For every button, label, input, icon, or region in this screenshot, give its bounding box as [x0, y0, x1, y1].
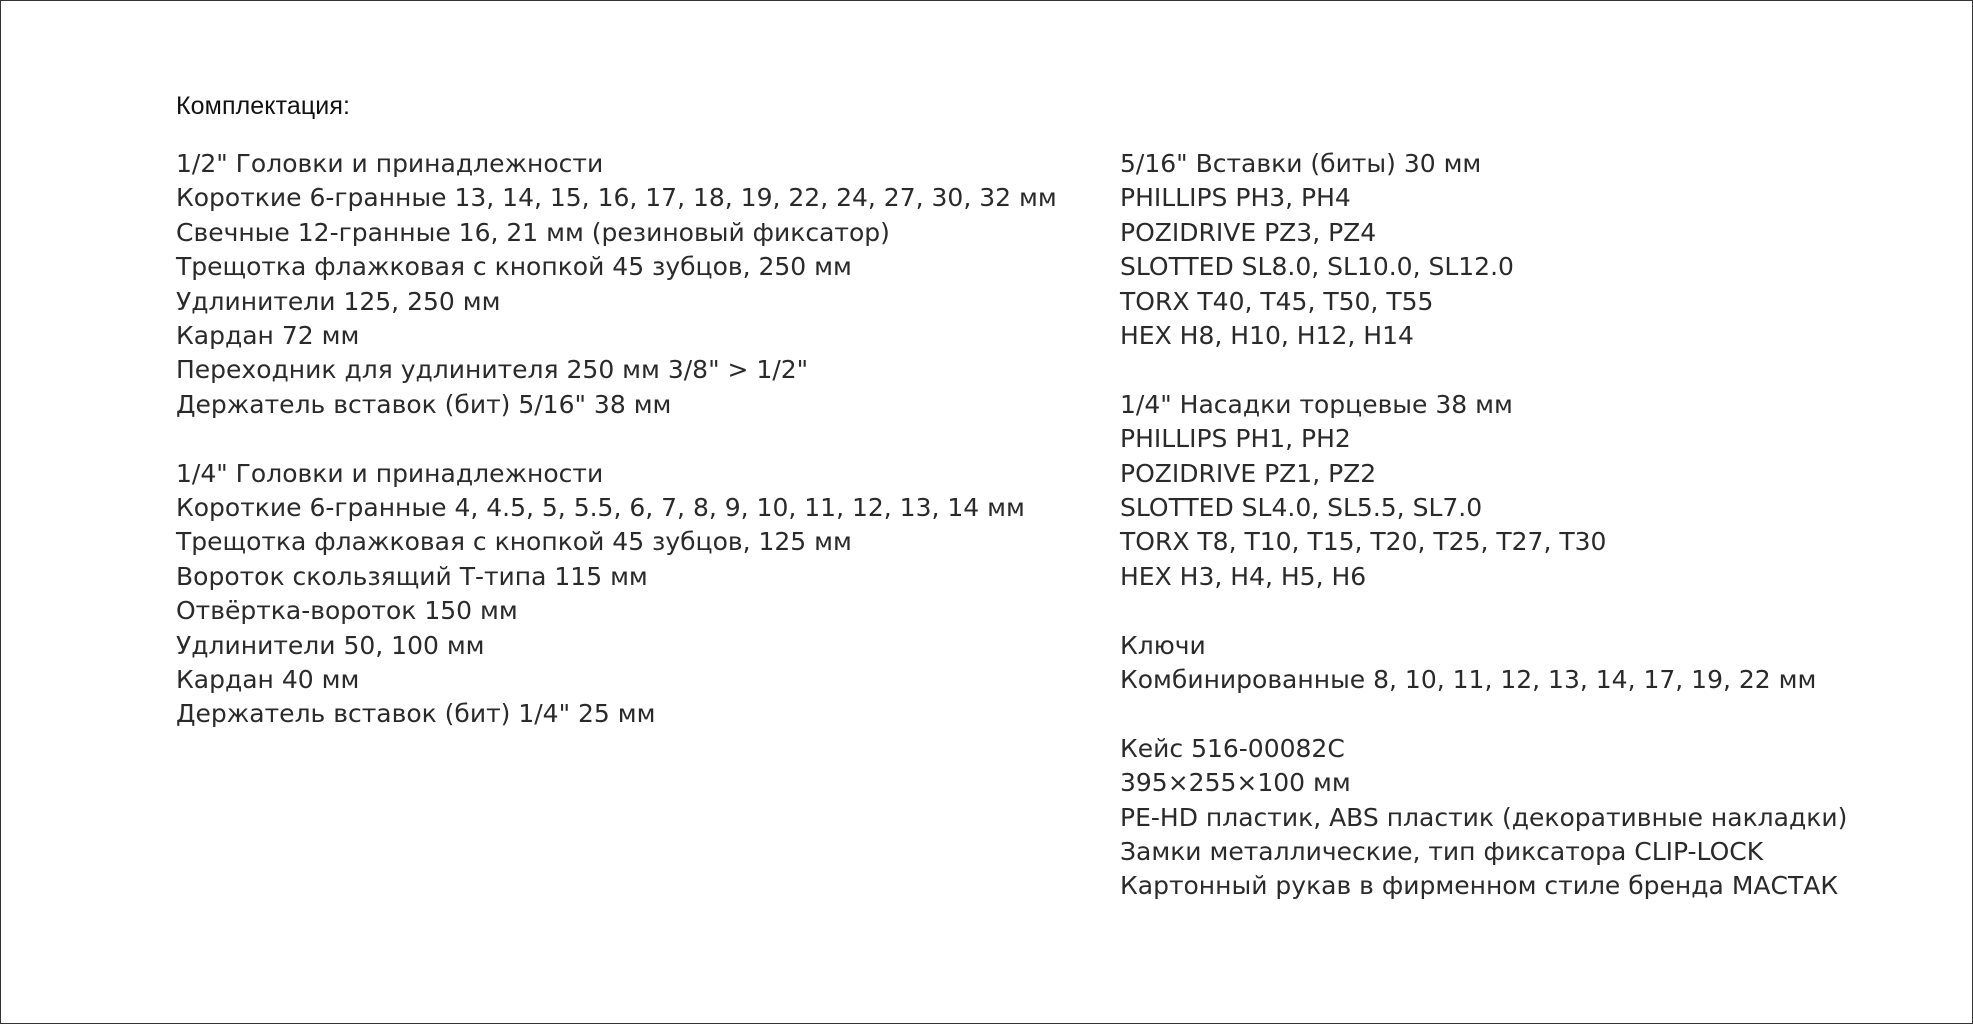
section-wrenches	[1120, 629, 1847, 698]
section-title: 1/4" Насадки торцевые 38 мм	[1120, 389, 1513, 419]
page-title: Комплектация:	[176, 92, 351, 120]
list-item: PE-HD пластик, ABS пластик (декоративные накладки)	[1120, 802, 1848, 832]
list-item: Комбинированные 8, 10, 11, 12, 13, 14, 17, 19, 22 мм	[1120, 665, 1817, 695]
list-item: Свечные 12-гранные 16, 21 мм (резиновый фиксатор)	[176, 217, 890, 247]
list-item: POZIDRIVE PZ3, PZ4	[1120, 217, 1377, 247]
list-item: Короткие 6-гранные 4, 4.5, 5, 5.5, 6, 7, 8, 9, 10, 11, 12, 13, 14 мм	[176, 493, 1025, 523]
section-case	[1120, 732, 1847, 904]
section-bits-5-16	[1120, 147, 1847, 353]
section-bit-sockets-1-4	[1120, 388, 1847, 594]
list-item: POZIDRIVE PZ1, PZ2	[1120, 458, 1377, 488]
list-item: SLOTTED SL4.0, SL5.5, SL7.0	[1120, 493, 1483, 523]
list-item: Держатель вставок (бит) 1/4" 25 мм	[176, 699, 656, 729]
list-item: Удлинители 50, 100 мм	[176, 630, 485, 660]
list-item: 395×255×100 мм	[1120, 768, 1351, 798]
section-quarter-inch-sockets	[176, 457, 1057, 732]
section-half-inch-sockets	[176, 147, 1057, 422]
list-item: Трещотка флажковая с кнопкой 45 зубцов, 125 мм	[176, 527, 852, 557]
list-item: SLOTTED SL8.0, SL10.0, SL12.0	[1120, 252, 1514, 282]
list-item: Вороток скользящий Т-типа 115 мм	[176, 561, 648, 591]
section-title: Кейс 516-00082C	[1120, 733, 1345, 763]
list-item: Картонный рукав в фирменном стиле бренда МАСТАК	[1120, 871, 1839, 901]
list-item: HEX H8, H10, H12, H14	[1120, 321, 1414, 351]
list-item: Кардан 40 мм	[176, 665, 360, 695]
list-item: Удлинители 125, 250 мм	[176, 286, 501, 316]
left-column	[176, 147, 1057, 766]
list-item: Трещотка флажковая с кнопкой 45 зубцов, 250 мм	[176, 252, 852, 282]
list-item: Переходник для удлинителя 250 мм 3/8" > 1/2"	[176, 355, 809, 385]
section-title: 1/4" Головки и принадлежности	[176, 458, 604, 488]
section-title: 1/2" Головки и принадлежности	[176, 149, 604, 178]
list-item: PHILLIPS PH3, PH4	[1120, 183, 1351, 213]
list-item: Замки металлические, тип фиксатора CLIP-LOCK	[1120, 837, 1764, 867]
list-item: TORX T8, T10, T15, T20, T25, T27, T30	[1120, 527, 1607, 557]
list-item: Отвёртка-вороток 150 мм	[176, 596, 518, 626]
list-item: Держатель вставок (бит) 5/16" 38 мм	[176, 389, 672, 419]
section-title: 5/16" Вставки (биты) 30 мм	[1120, 149, 1482, 178]
list-item: PHILLIPS PH1, PH2	[1120, 424, 1351, 454]
section-title: Ключи	[1120, 630, 1206, 660]
list-item: Кардан 72 мм	[176, 321, 360, 351]
list-item: TORX T40, T45, T50, T55	[1120, 286, 1434, 316]
list-item: Короткие 6-гранные 13, 14, 15, 16, 17, 18, 19, 22, 24, 27, 30, 32 мм	[176, 183, 1057, 213]
list-item: HEX H3, H4, H5, H6	[1120, 561, 1367, 591]
right-column	[1120, 147, 1847, 938]
